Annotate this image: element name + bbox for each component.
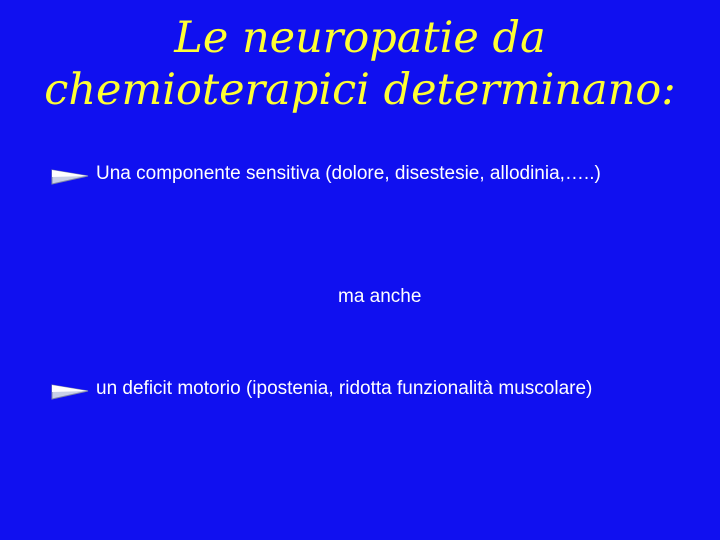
bullet-text: Una componente sensitiva (dolore, disestesie, allodinia,…..): [96, 163, 601, 184]
arrow-bullet-icon: [50, 166, 90, 186]
arrow-bullet-icon: [50, 381, 90, 401]
title-line-1: Le neuropatie da: [174, 13, 546, 63]
connector-text: ma anche: [338, 286, 422, 307]
bullet-text: un deficit motorio (ipostenia, ridotta funzionalità muscolare): [96, 378, 593, 399]
title-line-2: chemioterapici determinano:: [44, 65, 676, 115]
slide-title: [20, 12, 700, 116]
